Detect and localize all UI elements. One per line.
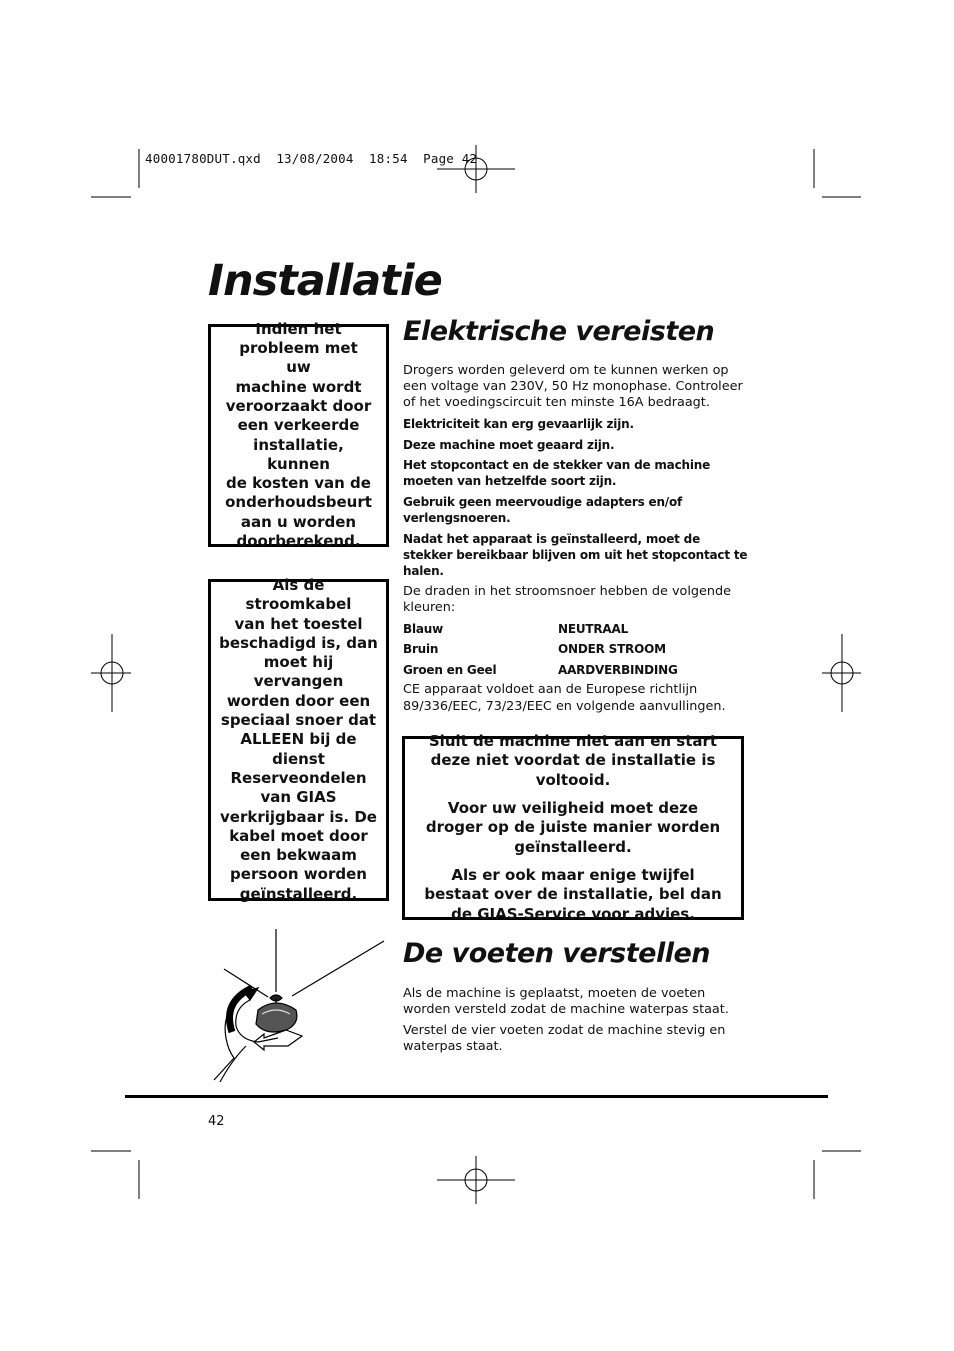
wire-color-row <box>403 641 748 657</box>
warning-line: doorberekend. <box>236 531 361 550</box>
warning-line: dienst <box>272 749 325 768</box>
footer-rule <box>125 1095 828 1098</box>
registration-mark-left <box>91 634 131 712</box>
electrical-warning: Nadat het apparaat is geïnstalleerd, moet de stekker bereikbaar blijven om uit het stopcontact te halen. <box>403 531 748 579</box>
wire-colors-intro: De draden in het stroomsnoer hebben de volgende kleuren: <box>403 583 732 615</box>
warning-line: beschadigd is, dan <box>219 633 378 652</box>
electrical-warning: Elektriciteit kan erg gevaarlijk zijn. <box>403 417 634 431</box>
wire-color-row <box>403 621 748 637</box>
wire-meaning: ONDER STROOM <box>558 642 666 657</box>
safety-paragraph: Als er ook maar enige twijfel bestaat over de installatie, bel dan de GIAS-Service voor advies. <box>424 865 722 923</box>
warning-line: een verkeerde <box>237 416 360 435</box>
warning-line: veroorzaakt door <box>225 396 372 415</box>
foot-adjust-illustration <box>214 929 384 1082</box>
warning-line: Reserveondelen <box>230 768 367 787</box>
warning-line: installatie, kunnen <box>253 435 344 473</box>
adjust-feet-heading: De voeten verstellen <box>403 938 710 969</box>
electrical-requirements-heading: Elektrische vereisten <box>403 316 715 347</box>
electrical-intro: Drogers worden geleverd om te kunnen werken op een voltage van 230V, 50 Hz monophase. Controleer of het voedingscircuit ten minste 16A bedraagt. <box>403 363 743 411</box>
ce-compliance-text: CE apparaat voldoet aan de Europese richtlijn 89/336/EEC, 73/23/EEC en volgende aanvullingen. <box>403 682 726 714</box>
cost-warning-box <box>208 319 389 550</box>
registration-mark-bottom <box>437 1156 515 1204</box>
electrical-requirements-content <box>403 363 748 719</box>
adjust-feet-paragraph: Verstel de vier voeten zodat de machine stevig en waterpas staat. <box>403 1022 726 1054</box>
electrical-warning: Gebruik geen meervoudige adapters en/of verlengsnoeren. <box>403 494 683 526</box>
warning-line: machine wordt <box>235 377 362 396</box>
electrical-warning: Deze machine moet geaard zijn. <box>403 437 615 452</box>
warning-line: speciaal snoer dat <box>220 711 377 730</box>
wire-color-row <box>403 662 748 678</box>
warning-line: geïnstalleerd. <box>239 884 358 903</box>
registration-mark-right <box>822 634 861 712</box>
warning-line: een bekwaam <box>240 846 357 865</box>
warning-line: van GIAS <box>260 788 337 807</box>
warning-line: onderhoudsbeurt <box>225 493 372 512</box>
warning-line: de kosten van de <box>226 474 371 493</box>
warning-line: aan u worden <box>240 512 357 531</box>
power-cable-warning-box <box>208 575 389 903</box>
wire-color: Blauw <box>403 621 443 636</box>
page-number: 42 <box>208 1114 225 1129</box>
warning-line: van het toestel <box>234 614 363 633</box>
warning-line: kabel moet door <box>229 826 368 845</box>
safety-warning-box <box>402 732 744 923</box>
wire-meaning: NEUTRAAL <box>558 621 629 636</box>
safety-paragraph: Sluit de machine niet aan en start deze niet voordat de installatie is voltooid. <box>428 732 718 789</box>
warning-line: persoon worden <box>230 865 367 884</box>
page-title: Installatie <box>208 256 442 306</box>
wire-meaning: AARDVERBINDING <box>558 662 678 677</box>
wire-color: Bruin <box>403 642 439 657</box>
wire-color: Groen en Geel <box>403 662 497 677</box>
warning-line: probleem met uw <box>239 339 358 377</box>
warning-line: Indien het <box>255 319 342 338</box>
warning-line: Als de stroomkabel <box>245 575 352 614</box>
adjust-feet-content <box>403 986 748 1060</box>
warning-line: ALLEEN bij de <box>240 730 357 749</box>
warning-line: worden door een <box>226 691 371 710</box>
safety-paragraph: Voor uw veiligheid moet deze droger op de juiste manier worden geïnstalleerd. <box>425 799 721 856</box>
warning-line: verkrijgbaar is. De <box>220 807 377 826</box>
adjust-feet-paragraph: Als de machine is geplaatst, moeten de voeten worden versteld zodat de machine waterpas staat. <box>403 986 729 1018</box>
electrical-warning: Het stopcontact en de stekker van de machine moeten van hetzelfde soort zijn. <box>403 458 711 489</box>
file-header: 40001780DUT.qxd 13/08/2004 18:54 Page 42 <box>145 151 478 166</box>
warning-line: moet hij vervangen <box>253 653 344 691</box>
